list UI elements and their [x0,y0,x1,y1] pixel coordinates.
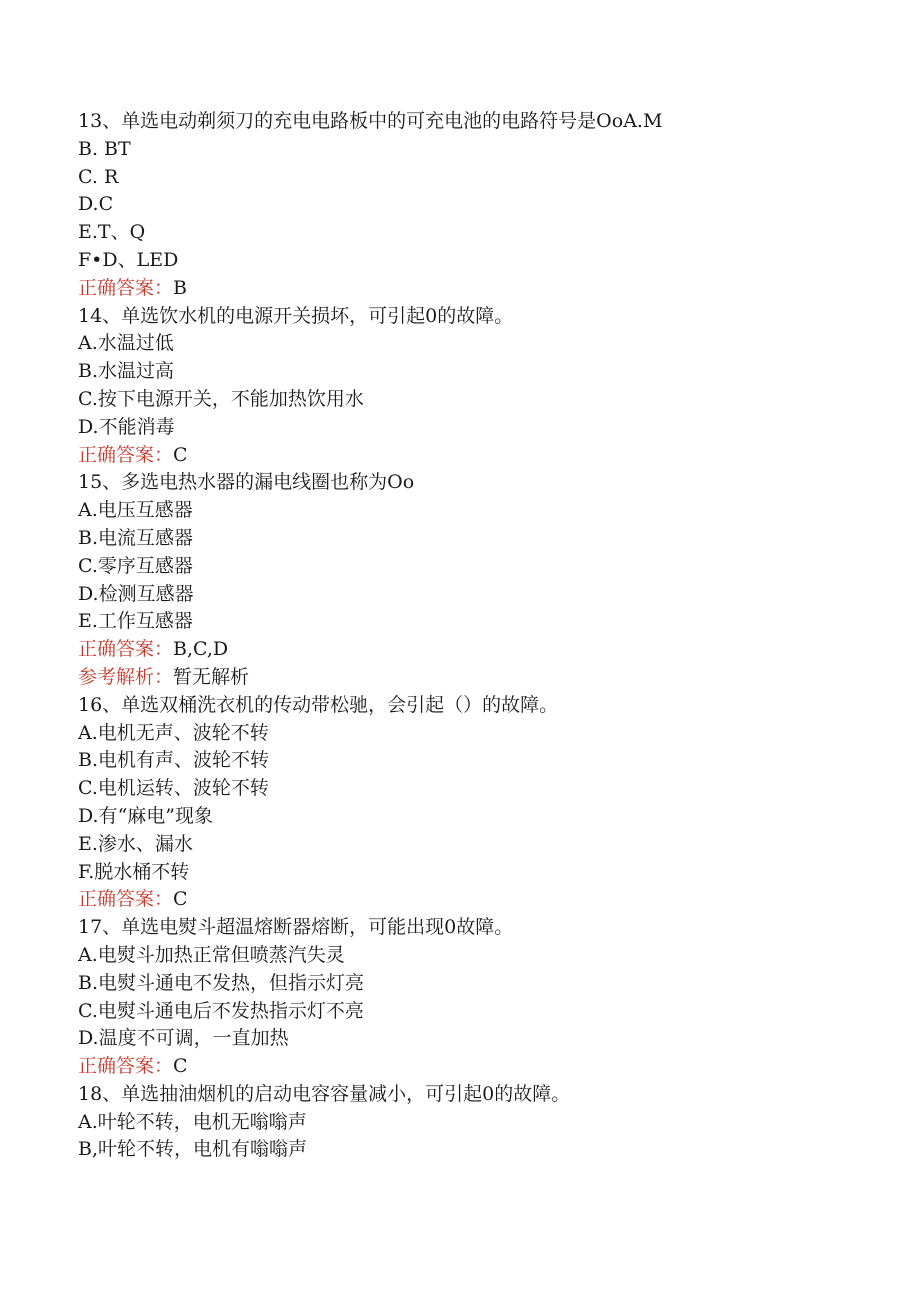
answer-value: B [173,276,187,299]
option-13-e: E.T、Q [78,221,146,244]
question-17: 17、单选电熨斗超温熔断器熔断，可能出现0故障。 [78,916,514,939]
option-14-d: D.不能消毒 [78,415,175,438]
option-14-c: C.按下电源开关，不能加热饮用水 [78,387,364,410]
answer-13 [78,275,898,303]
answer-label: 正确答案： [78,638,174,661]
explanation-15 [78,664,898,692]
document-page [78,108,898,1164]
answer-15 [78,636,898,664]
option-17-a: A.电熨斗加热正常但喷蒸汽失灵 [78,943,345,966]
option-15-b: B.电流互感器 [78,526,194,549]
answer-value: C [173,888,188,911]
option-15-a: A.电压互感器 [78,499,193,522]
answer-label: 正确答案： [78,443,174,466]
question-18: 18、单选抽油烟机的启动电容容量减小，可引起0的故障。 [78,1082,571,1105]
answer-value: B,C,D [173,638,229,661]
option-17-c: C.电熨斗通电后不发热指示灯不亮 [78,999,364,1022]
explanation-value: 暂无解析 [173,665,250,688]
option-14-b: B.水温过高 [78,360,175,383]
option-13-b: B. BT [78,137,131,160]
option-16-b: B.电机有声、波轮不转 [78,749,270,772]
question-15: 15、多选电热水器的漏电线圈也称为Oo [78,471,415,494]
option-18-b: B,叶轮不转，电机有嗡嗡声 [78,1138,308,1161]
answer-value: C [173,443,188,466]
answer-16 [78,886,898,914]
option-13-c: C. R [78,165,119,188]
option-15-c: C.零序互感器 [78,554,193,577]
option-13-f: F•D、LED [78,248,179,271]
option-16-c: C.电机运转、波轮不转 [78,777,269,800]
answer-14 [78,442,898,470]
answer-label: 正确答案： [78,1055,174,1078]
answer-label: 正确答案： [78,888,174,911]
answer-value: C [173,1055,188,1078]
option-16-f: F.脱水桶不转 [78,860,190,883]
option-18-a: A.叶轮不转，电机无嗡嗡声 [78,1110,307,1133]
question-16: 16、单选双桶洗衣机的传动带松驰，会引起（）的故障。 [78,693,559,716]
option-16-e: E.渗水、漏水 [78,832,193,855]
answer-17 [78,1053,898,1081]
option-16-a: A.电机无声、波轮不转 [78,721,269,744]
question-14: 14、单选饮水机的电源开关损坏，可引起0的故障。 [78,304,514,327]
option-15-d: D.检测互感器 [78,582,194,605]
option-14-a: A.水温过低 [78,332,174,355]
explanation-label: 参考解析： [78,665,174,688]
option-17-b: B.电熨斗通电不发热，但指示灯亮 [78,971,365,994]
option-15-e: E.工作互感器 [78,610,193,633]
option-13-d: D.C [78,193,114,216]
option-16-d: D.有“麻电”现象 [78,804,214,827]
question-13: 13、单选电动剃须刀的充电电路板中的可充电池的电路符号是OoA.M [78,110,663,132]
answer-label: 正确答案： [78,276,174,299]
option-17-d: D.温度不可调，一直加热 [78,1027,289,1050]
